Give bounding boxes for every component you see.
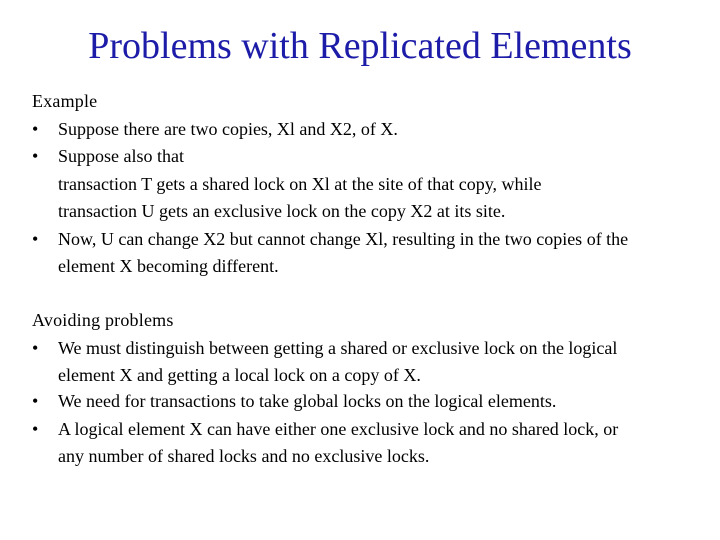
bullet-dot: • <box>32 391 39 411</box>
bullet-item <box>32 116 704 144</box>
bullet-dot: • <box>32 418 39 439</box>
bullet-item <box>32 388 704 416</box>
bullet-dot: • <box>32 118 39 139</box>
bullet-text: A logical element X can have either one exclusive lock and no shared lock, or <box>58 418 619 439</box>
section-spacer <box>32 279 704 307</box>
bullet-text-continuation: transaction T gets a shared lock on Xl at the site of that copy, while <box>58 173 542 194</box>
section-heading-example: Example <box>32 91 98 111</box>
slide-title: Problems with Replicated Elements <box>88 25 632 67</box>
section-heading-avoiding-problems: Avoiding problems <box>32 310 174 330</box>
bullet-text-continuation: element X and getting a local lock on a copy of X. <box>58 365 421 385</box>
bullet-text-continuation: any number of shared locks and no exclusive locks. <box>58 446 430 466</box>
bullet-text: Suppose also that <box>58 146 184 166</box>
bullet-item <box>32 416 704 470</box>
bullet-item <box>32 226 704 280</box>
bullet-text: Suppose there are two copies, Xl and X2, of X. <box>58 118 398 139</box>
bullet-text-continuation: element X becoming different. <box>58 256 279 276</box>
bullet-text: We need for transactions to take global locks on the logical elements. <box>58 391 557 411</box>
bullet-text: We must distinguish between getting a shared or exclusive lock on the logical <box>58 337 618 358</box>
bullet-item <box>32 335 704 389</box>
bullet-dot: • <box>32 228 39 249</box>
bullet-item <box>32 143 704 226</box>
bullet-dot: • <box>32 337 39 358</box>
slide-content <box>32 88 704 469</box>
bullet-dot: • <box>32 146 39 166</box>
bullet-text: Now, U can change X2 but cannot change Xl, resulting in the two copies of the <box>58 228 629 249</box>
bullet-text-continuation: transaction U gets an exclusive lock on the copy X2 at its site. <box>58 201 506 221</box>
